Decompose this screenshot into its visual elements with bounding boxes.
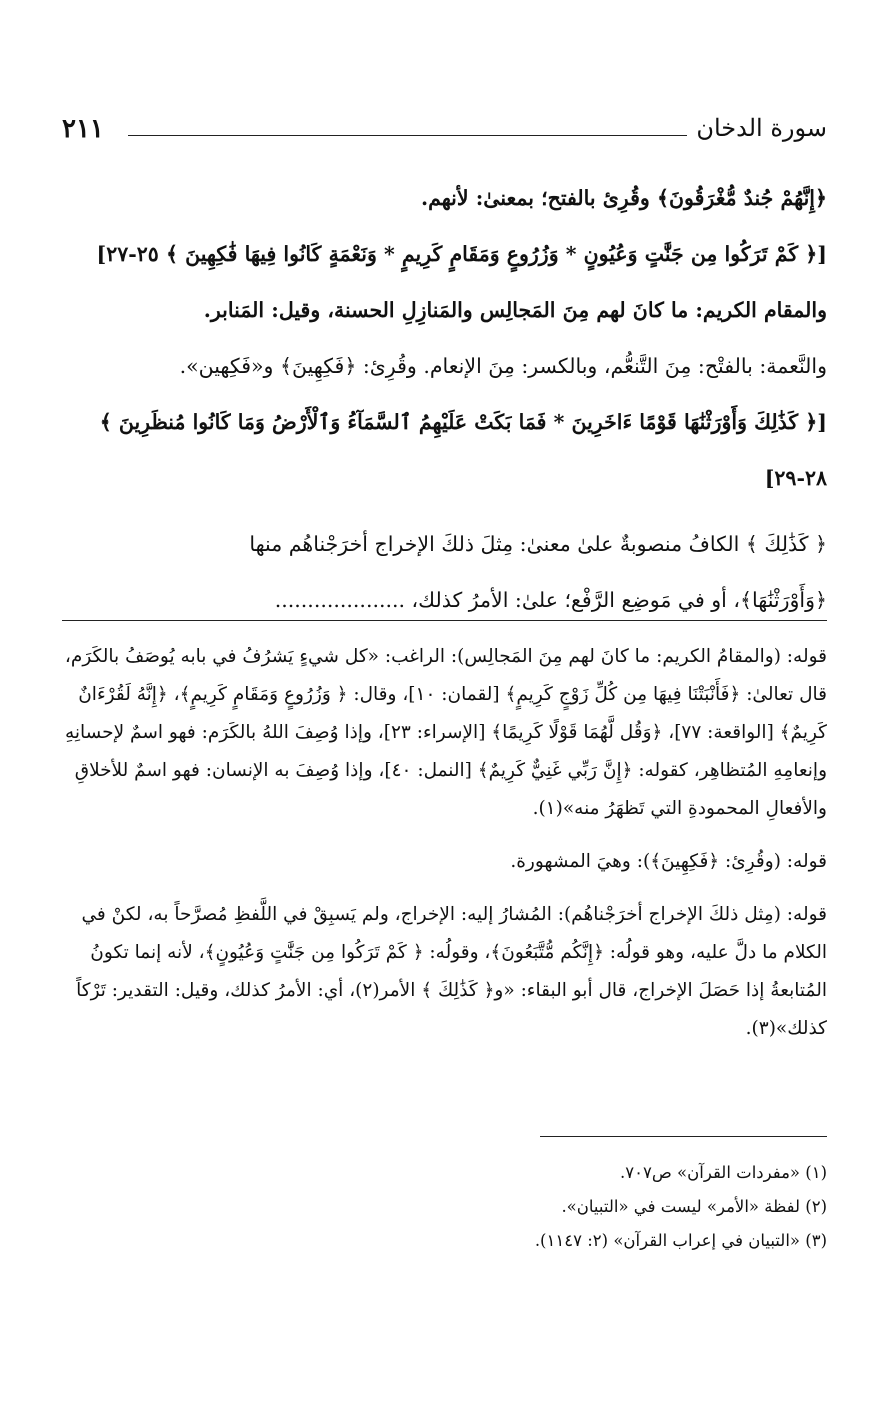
surah-title: سورة الدخان <box>696 114 827 142</box>
footnote: (٣) «التبيان في إعراب القرآن» (٢: ١١٤٧). <box>534 1231 827 1250</box>
footnotes <box>62 1156 827 1258</box>
commentary-paragraph: قوله: (والمقامُ الكريم: ما كانَ لهم مِنَ المَجالِس): الراغب: «كل شيءٍ يَشرُفُ في بابه يُوصَفُ بالكَرَم، قال تعالىٰ: ﴿فَأَنْبَتْنَا فِيهَا مِن كُلِّ زَوْجٍ كَرِيمٍ﴾ [لقمان: ١٠]، وقال: ﴿ وَزُرُوعٍ وَمَقَامٍ كَرِيمٍ﴾، ﴿إِنَّهُ لَقُرْءَانٌ كَرِيمٌ﴾ [الواقعة: ٧٧]، ﴿وَقُل لَّهُمَا قَوْلًا كَرِيمًا﴾ [الإسراء: ٢٣]، وإذا وُصِفَ اللهُ بالكَرَم: فهو اسمٌ لإحسانِهِ وإنعامِهِ المُتظاهِر، كقوله: ﴿إِنَّ رَبِّي غَنِيٌّ كَرِيمٌ﴾ [النمل: ٤٠]، وإذا وُصِفَ به الإنسان: فهو اسمٌ للأخلاقِ والأفعالِ المحمودةِ التي تَظهَرُ منه»(١). <box>64 646 827 819</box>
main-line: والمقام الكريم: ما كانَ لهم مِنَ المَجالِس والمَنازِلِ الحسنة، وقيل: المَنابر. <box>203 298 827 322</box>
commentary-paragraph: قوله: (وقُرِئ: ﴿فَكِهِينَ﴾): وهيَ المشهورة. <box>510 851 827 872</box>
commentary <box>62 638 827 1063</box>
verse-line: [﴿ كَذَٰلِكَ وَأَوْرَثْنَٰهَا قَوْمًا ءَاخَرِينَ * فَمَا بَكَتْ عَلَيْهِمُ ٱلسَّمَآءُ وَٱلْأَرْضُ وَمَا كَانُوا مُنظَرِينَ ﴾ <box>99 410 827 434</box>
main-text <box>62 170 827 628</box>
page-header <box>62 112 827 156</box>
footnote-rule <box>540 1136 827 1137</box>
main-line: والنَّعمة: بالفتْح: مِنَ التَّنعُّم، وبالكسر: مِنَ الإنعام. وقُرِئ: ﴿فَكِهِينَ﴾ و«فَكِهين». <box>179 354 827 378</box>
footnote: (١) «مفردات القرآن» ص٧٠٧. <box>620 1163 827 1182</box>
page-number: ٢١١ <box>62 114 104 144</box>
header-rule <box>128 135 687 136</box>
verse-number: ٢٨-٢٩] <box>764 466 827 490</box>
text-separator <box>62 620 827 621</box>
main-line: ﴿ كَذَٰلِكَ ﴾ الكافُ منصوبةٌ علىٰ معنىٰ: مِثلَ ذلكَ الإخراج أخرَجْناهُم منها <box>249 532 827 556</box>
commentary-paragraph: قوله: (مِثل ذلكَ الإخراج أخرَجْناهُم): المُشارُ إليه: الإخراج، ولم يَسبِقْ في اللَّفظِ مُصرَّحاً به، لكنْ في الكلام ما دلَّ عليه، وهو قولُه: ﴿إِنَّكُم مُّتَّبَعُونَ﴾، وقولُه: ﴿ كَمْ تَرَكُوا مِن جَنَّٰتٍ وَعُيُونٍ﴾، لأنه إنما تكونُ المُتابعةُ إذا حَصَلَ الإخراج، قال أبو البقاء: «و﴿ كَذَٰلِكَ ﴾ الأمر(٢)، أي: الأمرُ كذلك، وقيل: التقدير: تَرْكاً كذلك»(٣). <box>76 904 827 1039</box>
main-line: ﴿وَأَوْرَثْنَٰهَا﴾، أو في مَوضِع الرَّفْع؛ علىٰ: الأمرُ كذلك، .................... <box>274 588 827 612</box>
verse-line: [﴿ كَمْ تَرَكُوا مِن جَنَّٰتٍ وَعُيُونٍ * وَزُرُوعٍ وَمَقَامٍ كَرِيمٍ * وَنَعْمَةٍ كَانُوا فِيهَا فَٰكِهِينَ ﴾ ٢٥-٢٧] <box>96 242 827 266</box>
main-line: ﴿إِنَّهُمْ جُندٌ مُّغْرَقُونَ﴾ وقُرِئ بالفتح؛ بمعنىٰ: لأنهم. <box>420 186 827 210</box>
footnote: (٢) لفظة «الأمر» ليست في «التبيان». <box>561 1197 827 1216</box>
